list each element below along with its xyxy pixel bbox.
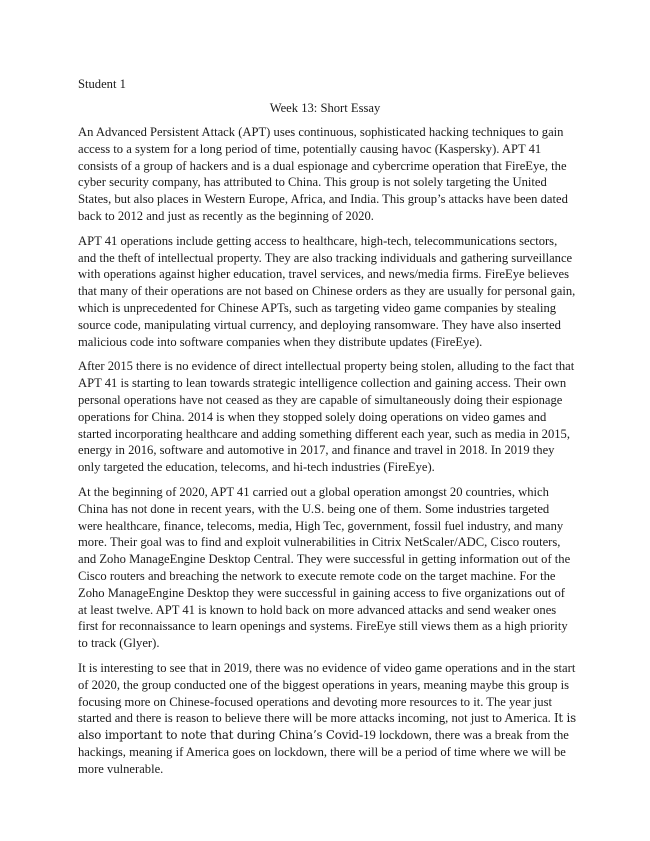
paragraph-4: At the beginning of 2020, APT 41 carried out a global operation amongst 20 countries, which China has not done in recent years, with the U.S. being one of them. Some industries targeted were healthcare, finance, telecoms, media, High Tec, government, fossil fuel industry, and many more. Their goal was to find and exploit vulnerabilities in Citrix NetScaler/ADC, Cisco routers, and Zoho ManageEngine Desktop Central. They were successful in getting information out of the Cisco routers and breaching the network to execute remote code on the target machine. For the Zoho ManageEngine Desktop they were successful in gaining access to five organizations out of at least twelve. APT 41 is known to hold back on more advanced attacks and send weaker ones first for reconnaissance to learn openings and systems. FireEye still views them as a high priority to track (Glyer). — [78, 484, 571, 651]
paragraph-1: An Advanced Persistent Attack (APT) uses continuous, sophisticated hacking techniques to gain access to a system for a long period of time, potentially causing havoc (Kaspersky). APT 41 consists of a group of hackers and is a dual espionage and cybercrime operation that FireEye, the cyber security company, has attributed to China. This group is not solely targeting the United States, but also places in Western Europe, Africa, and India. This group’s attacks have been dated back to 2012 and just as recently as the beginning of 2020. — [78, 125, 568, 223]
paragraph-3: After 2015 there is no evidence of direct intellectual property being stolen, alluding to the fact that APT 41 is starting to lean towards strategic intelligence collection and gaining access. Their own personal operations have not ceased as they are capable of simultaneously doing their espionage operations for China. 2014 is when they stopped solely doing operations on video games and started incorporating healthcare and adding something different each year, such as media in 2015, energy in 2016, software and automotive in 2017, and finance and travel in 2018. In 2019 they only targeted the education, telecoms, and hi-tech industries (FireEye). — [78, 359, 575, 475]
paragraph-5-start: It is interesting to see that in 2019, there was no evidence of video game operations and in the start of 2020, the group conducted one of the biggest operations in years, meaning maybe this group is focusing more on Chinese-focused operations and devoting more resources to it. The year just started and there is reason to believe there will be more attacks incoming, not just to America. — [78, 660, 576, 726]
essay-title: Week 13: Short Essay — [269, 101, 381, 115]
paragraph-2: APT 41 operations include getting access to healthcare, high-tech, telecommunications sectors, and the theft of intellectual property. They are also tracking individuals and gathering surveillance with operations against higher education, travel services, and news/media firms. FireEye believes that many of their operations are not based on Chinese orders as they are usually for personal gain, which is unprecedented for Chinese APTs, such as targeting video game companies by stealing source code, manipulating virtual currency, and deploying ransomware. They have also inserted malicious code into software companies when they distribute updates (FireEye). — [78, 233, 576, 349]
essay-body — [78, 124, 576, 785]
paragraph-5 — [78, 660, 576, 778]
paragraph-5-end: -19 lockdown, there was a break from the hackings, meaning if America goes on lockdown, there will be a period of time where we will be more vulnerable. — [78, 728, 569, 776]
student-name: Student 1 — [78, 77, 126, 91]
paragraph-5-emphasis: It is also important to note that during China’s Covid — [78, 711, 576, 743]
